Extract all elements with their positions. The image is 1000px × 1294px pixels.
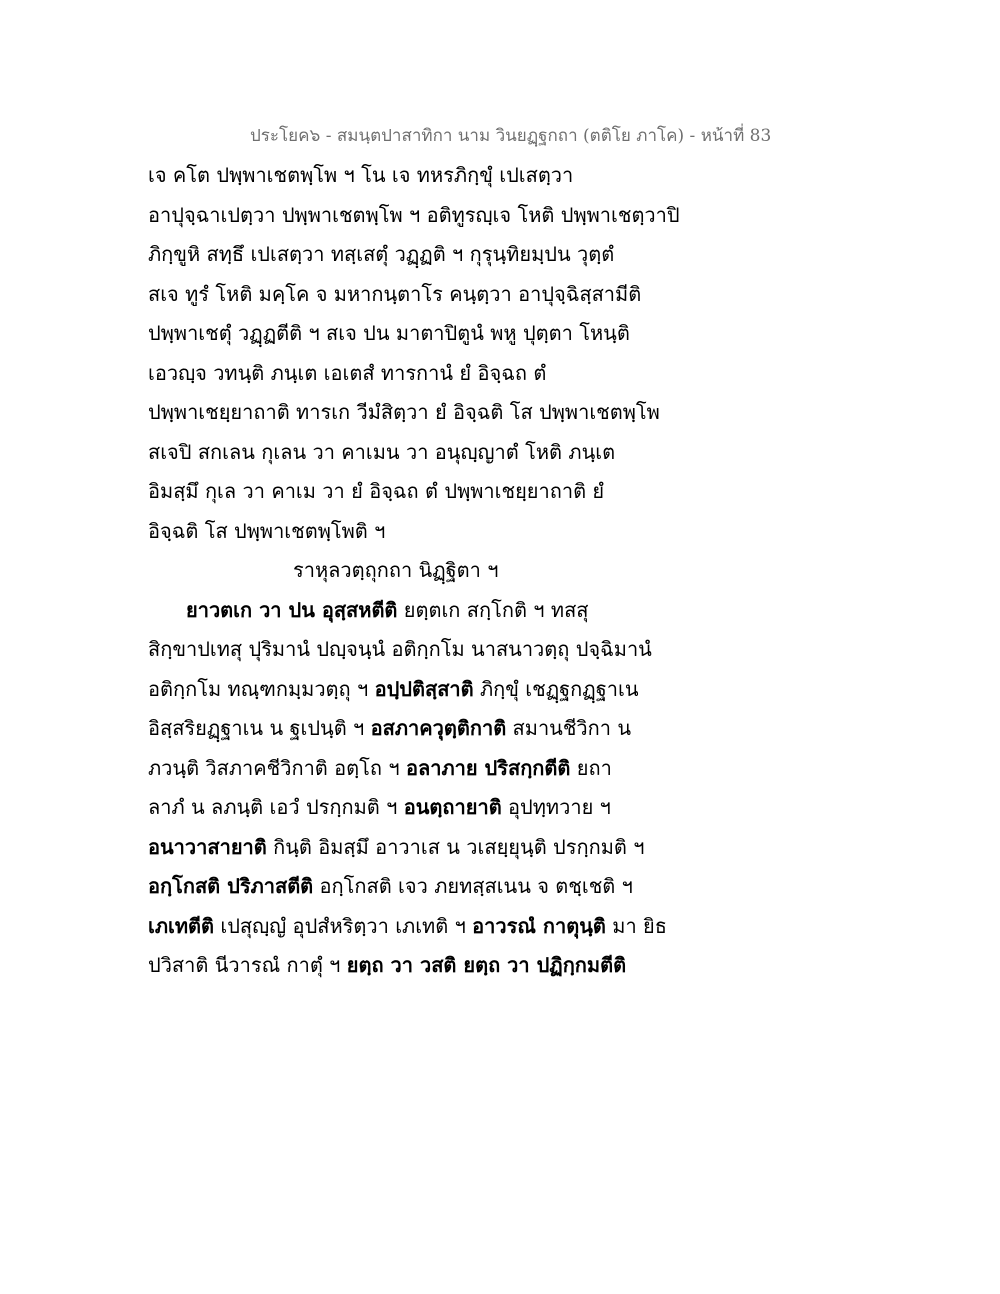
text-line: อาปุจฺฉาเปตฺวา ปพฺพาเชตพฺโพ ฯ อติทูรญฺเจ โหติ ปพฺพาเชตฺวาปิ: [148, 202, 680, 227]
text-line: ภิกฺขูหิ สทฺธึ เปเสตฺวา ทสฺเสตุํ วฏฺฏติ ฯ กุรุนฺทิยมฺปน วุตฺตํ: [148, 242, 615, 266]
text-line: เอวญฺจ วทนฺติ ภนฺเต เอเตสํ ทารกานํ ยํ อิจฺฉถ ตํ: [148, 360, 547, 385]
text-line: [148, 946, 868, 986]
text-run: ปวิสาติ นีวารณํ กาตุํ ฯ: [148, 953, 347, 977]
text-run: เปสุญฺญํ อุปสํหริตฺวา เภเทติ ฯ: [214, 913, 473, 938]
paragraph-1: [148, 156, 868, 551]
text-run: ยถา: [570, 755, 612, 780]
bold-term: อสภาควุตฺติกาติ: [370, 716, 507, 740]
text-line: สเจ ทูรํ โหติ มคฺโค จ มหากนฺตาโร คนฺตฺวา อาปุจฺฉิสฺสามีติ: [148, 281, 642, 306]
bold-term: ยตฺถ วา วสติ ยตฺถ วา ปฏิกฺกมตีติ: [346, 953, 627, 977]
text-line: เจ คโต ปพฺพาเชตพฺโพ ฯ โน เจ ทหรภิกฺขุํ เปเสตฺวา: [148, 163, 574, 187]
text-run: กินฺติ อิมสฺมึ อาวาเส น วเสยฺยุนฺติ ปรกฺกมติ ฯ: [266, 834, 645, 859]
bold-term: อนาวาสายาติ: [148, 834, 267, 859]
text-line: [148, 749, 868, 789]
text-line: [148, 867, 868, 907]
text-run: ภิกฺขุํ เชฏฺฐกฏฺฐาเน: [473, 676, 639, 701]
text-line: สเจปิ สกเลน กุเลน วา คาเมน วา อนุญฺญาตํ โหติ ภนฺเต: [148, 439, 616, 464]
section-title: ราหุลวตฺถุกถา นิฏฺฐิตา ฯ: [293, 558, 499, 582]
text-line: [148, 630, 868, 670]
bold-term: อนตฺถายาติ: [403, 795, 502, 819]
text-line: [148, 670, 868, 710]
bold-term: ยาวตเก วา ปน อุสฺสหตีติ: [186, 597, 398, 622]
bold-term: อปฺปติสฺสาติ: [374, 676, 474, 701]
text-line: [148, 828, 868, 868]
text-line: [148, 709, 868, 749]
text-line: [148, 591, 868, 631]
bold-term: เภเทตีติ: [148, 913, 215, 938]
text-line: อิมสฺมึ กุเล วา คาเม วา ยํ อิจฺฉถ ตํ ปพฺพาเชยฺยาถาติ ยํ: [148, 479, 605, 503]
text-run: อิสฺสริยฏฺฐาเน น ฐเปนฺติ ฯ: [148, 716, 371, 740]
bold-term: อาวรณํ กาตุนฺติ: [472, 913, 606, 938]
text-run: อกฺโกสติ เจว ภยทสฺสเนน จ ตชฺเชติ ฯ: [313, 874, 633, 898]
text-line: ปพฺพาเชยฺยาถาติ ทารเก วีมํสิตฺวา ยํ อิจฺฉติ โส ปพฺพาเชตพฺโพ: [148, 400, 660, 424]
text-run: สมานชีวิกา น: [506, 716, 632, 740]
paragraph-2: [148, 591, 868, 986]
text-line: [148, 907, 868, 947]
text-line: [148, 788, 868, 828]
text-run: อุปทฺทวาย ฯ: [501, 795, 611, 819]
page-header: ประโยค๖ - สมนฺตปาสาทิกา นาม วินยฏฺฐกถา (ตติโย ภาโค) - หน้าที่ 83: [250, 126, 772, 146]
bold-term: อลาภาย ปริสกฺกตีติ: [405, 755, 571, 780]
text-run: อติกฺกโม ทณฺฑกมฺมวตฺถุ ฯ: [148, 676, 375, 701]
bold-term: อกฺโกสติ ปริภาสตีติ: [148, 874, 314, 898]
text-run: ลาภํ น ลภนฺติ เอวํ ปรกฺกมติ ฯ: [148, 795, 404, 819]
document-body: [148, 156, 868, 986]
text-run: สิกฺขาปเทสุ ปุริมานํ ปญฺจนฺนํ อติกฺกโม นาสนาวตฺถุ ปจฺฉิมานํ: [148, 637, 652, 661]
text-line: ปพฺพาเชตุํ วฏฺฏตีติ ฯ สเจ ปน มาตาปิตูนํ พหู ปุตฺตา โหนฺติ: [148, 321, 630, 345]
text-run: ภวนฺติ วิสภาคชีวิกาติ อตฺโถ ฯ: [148, 755, 406, 780]
text-run: มา ยิธ: [605, 913, 667, 938]
text-run: ยตฺตเก สกฺโกติ ฯ ทสสุ: [397, 597, 589, 622]
text-line: อิจฺฉติ โส ปพฺพาเชตพฺโพติ ฯ: [148, 518, 386, 543]
